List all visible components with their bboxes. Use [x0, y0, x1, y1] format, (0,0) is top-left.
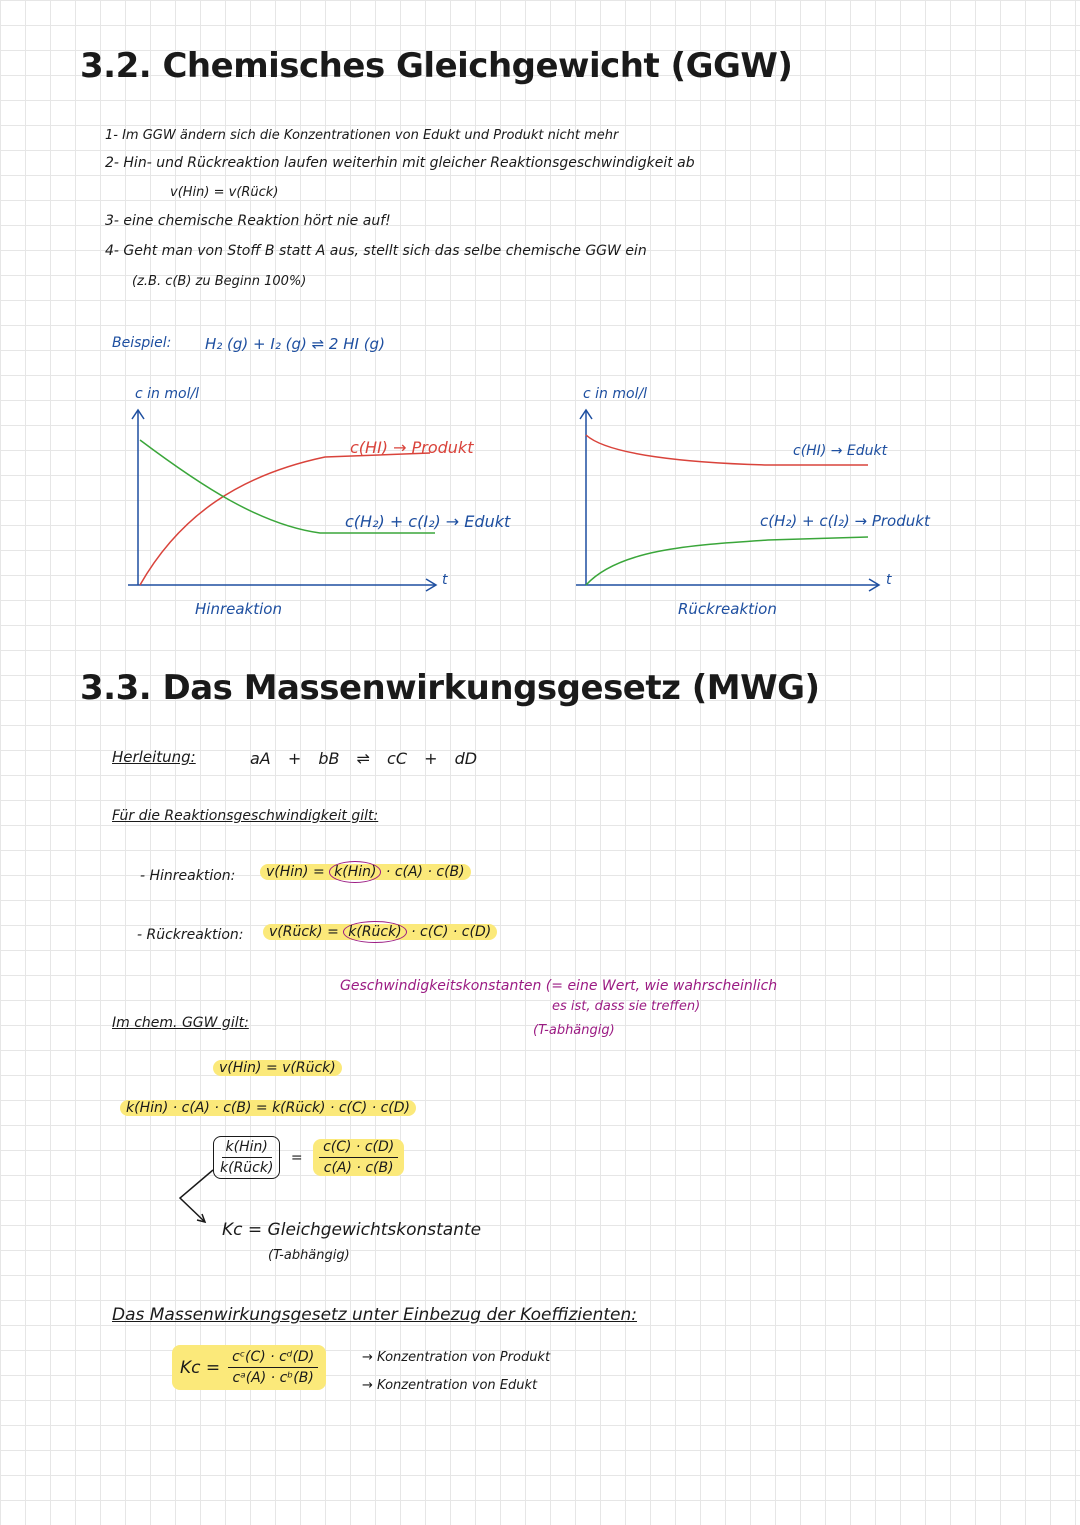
ggw-eq2-highlight: k(Hin) · c(A) · c(B) = k(Rück) · c(C) · c(D) [120, 1100, 416, 1116]
example-equation: H₂ (g) + I₂ (g) ⇌ 2 HI (g) [205, 335, 385, 353]
rueck-equation [263, 924, 497, 940]
ggw-eq2 [120, 1100, 416, 1116]
point-3: 3- eine chemische Reaktion hört nie auf! [105, 213, 391, 229]
left-chart-ylabel: c in mol/l [135, 386, 200, 402]
rate-intro: Für die Reaktionsgeschwindigkeit gilt: [112, 808, 379, 824]
herleitung-label: Herleitung: [112, 748, 196, 766]
rueck-equation-highlight [263, 924, 497, 940]
kc-formula [172, 1345, 326, 1390]
hin-eq-left: v(Hin) = [266, 864, 325, 880]
c-ratio-den: c(A) · c(B) [323, 1160, 394, 1176]
rueck-k-circled: k(Rück) [343, 921, 406, 943]
c-ratio-num: c(C) · c(D) [319, 1139, 398, 1158]
equals-sign: = [290, 1149, 303, 1166]
rueck-eq-left: v(Rück) = [269, 924, 339, 940]
ggw-eq1 [213, 1060, 342, 1076]
right-chart-xlabel: t [886, 572, 892, 588]
right-chart-ylabel: c in mol/l [583, 386, 648, 402]
right-chart-green-line [586, 537, 868, 585]
right-chart [568, 405, 898, 605]
k-note-line1: Geschwindigkeitskonstanten (= eine Wert, wie wahrscheinlich [340, 978, 778, 994]
ggw-fraction [213, 1136, 404, 1179]
left-chart [120, 405, 460, 605]
right-chart-red-label: c(HI) → Edukt [793, 443, 888, 459]
c-ratio-fraction [313, 1139, 404, 1176]
hin-label: - Hinreaktion: [140, 868, 236, 884]
left-chart-xlabel: t [442, 572, 448, 588]
point-2: 2- Hin- und Rückreaktion laufen weiterhin mit gleicher Reaktionsgeschwindigkeit ab [105, 155, 695, 171]
kc-fraction [228, 1349, 318, 1386]
k-ratio-den: k(Rück) [220, 1160, 274, 1176]
kc-den-note: → Konzentration von Edukt [362, 1378, 538, 1393]
general-reaction: aA + bB ⇌ cC + dD [250, 749, 478, 768]
ggw-eq1-highlight: v(Hin) = v(Rück) [213, 1060, 342, 1076]
kc-den: cᵃ(A) · cᵇ(B) [232, 1370, 314, 1386]
kc-definition: Kc = Gleichgewichtskonstante [222, 1220, 482, 1240]
kc-num-note: → Konzentration von Produkt [362, 1350, 551, 1365]
point-1: 1- Im GGW ändern sich die Konzentrationen von Edukt und Produkt nicht mehr [105, 128, 619, 143]
hin-equation-highlight [260, 864, 471, 880]
rueck-label: - Rückreaktion: [137, 927, 244, 943]
section-title-mwg: 3.3. Das Massenwirkungsgesetz (MWG) [80, 668, 820, 708]
left-chart-red-label: c(HI) → Produkt [350, 438, 474, 457]
right-chart-green-label: c(H₂) + c(I₂) → Produkt [760, 512, 930, 530]
rueck-eq-right: · c(C) · c(D) [411, 924, 492, 940]
hin-eq-right: · c(A) · c(B) [385, 864, 465, 880]
kc-formula-highlight [172, 1345, 326, 1390]
hin-k-circled: k(Hin) [329, 861, 381, 883]
left-chart-green-label: c(H₂) + c(I₂) → Edukt [345, 512, 511, 531]
point-4-note: (z.B. c(B) zu Beginn 100%) [132, 274, 307, 289]
kc-num: cᶜ(C) · cᵈ(D) [228, 1349, 318, 1368]
section-title-ggw: 3.2. Chemisches Gleichgewicht (GGW) [80, 46, 793, 86]
point-4: 4- Geht man von Stoff B statt A aus, stellt sich das selbe chemische GGW ein [105, 243, 647, 259]
mwg-heading: Das Massenwirkungsgesetz unter Einbezug der Koeffizienten: [112, 1305, 638, 1325]
k-note-line3: (T-abhängig) [533, 1023, 615, 1038]
kc-definition-note: (T-abhängig) [268, 1248, 350, 1263]
example-label: Beispiel: [112, 335, 172, 351]
point-2-equation: v(Hin) = v(Rück) [170, 185, 279, 200]
k-ratio-num: k(Hin) [222, 1139, 272, 1158]
hin-equation [260, 864, 471, 880]
ggw-label: Im chem. GGW gilt: [112, 1015, 249, 1031]
left-chart-caption: Hinreaktion [195, 600, 282, 618]
k-note-line2: es ist, dass sie treffen) [552, 999, 701, 1014]
right-chart-caption: Rückreaktion [678, 600, 777, 618]
kc-label: Kc = [180, 1357, 221, 1378]
